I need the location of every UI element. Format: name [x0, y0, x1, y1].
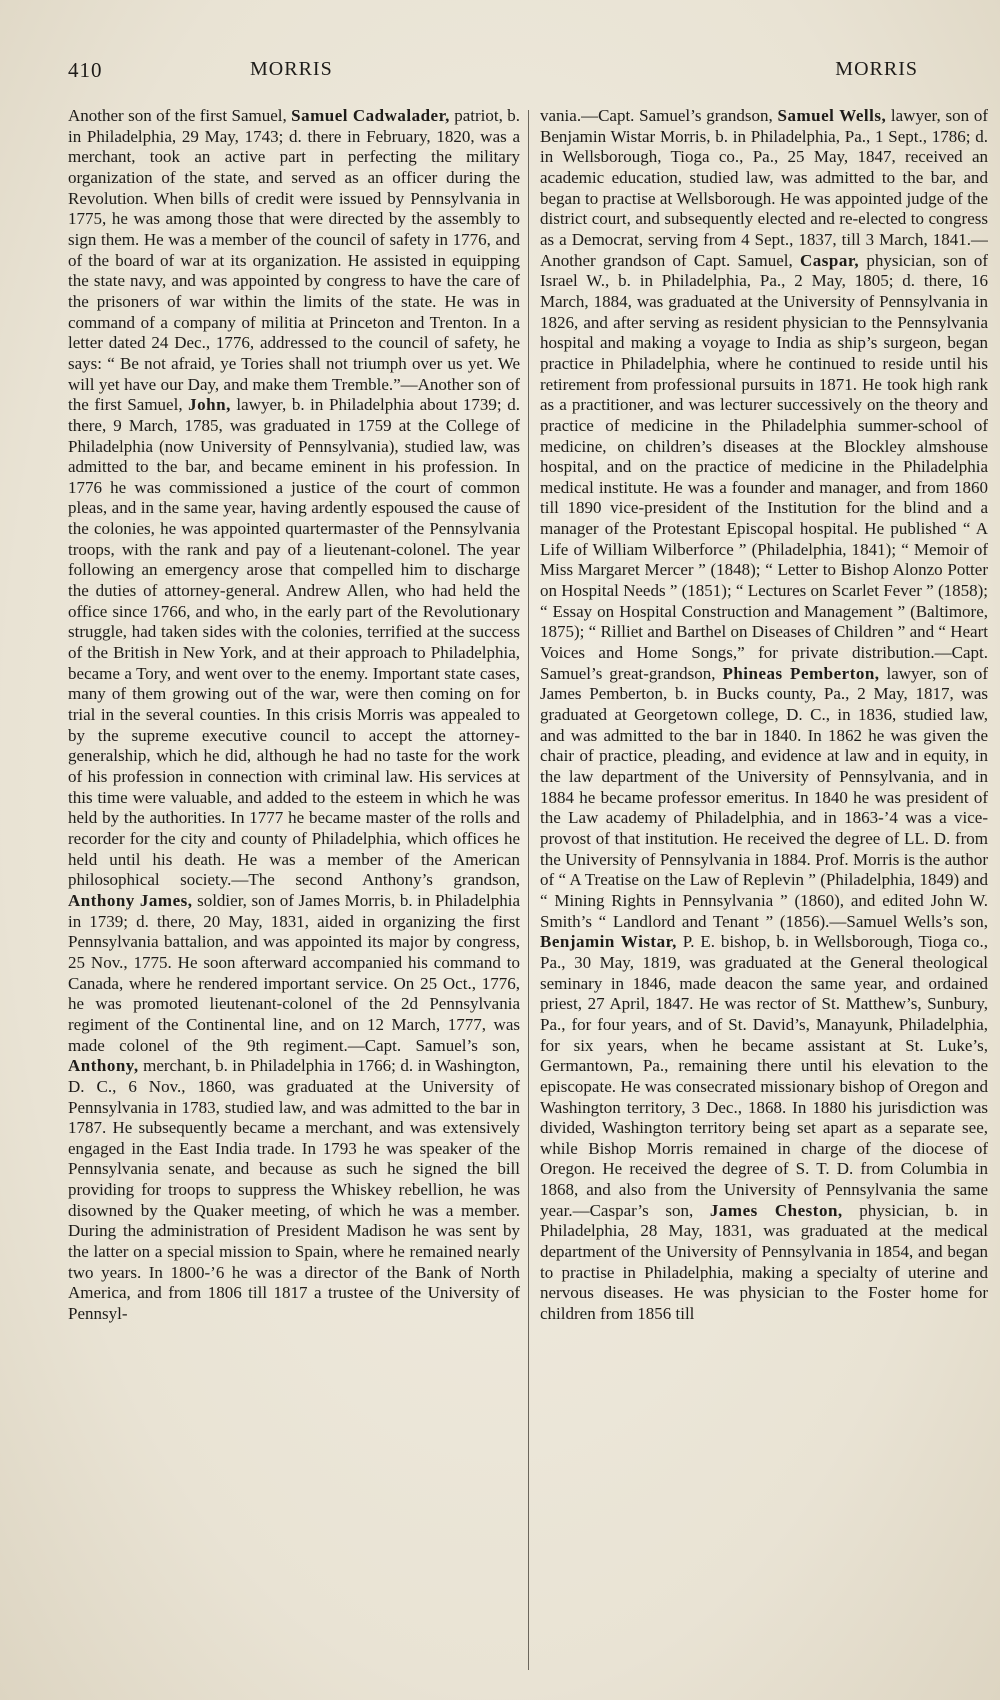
entry-name: John,: [188, 395, 231, 415]
entry-name: Benjamin Wistar,: [540, 932, 677, 952]
column-divider: [528, 110, 529, 1670]
right-column: [540, 106, 988, 1674]
entry-name: Samuel Cadwalader,: [291, 106, 450, 125]
body-text: Another son of the first Samuel,: [68, 106, 292, 125]
body-text: merchant, b. in Philadelphia in 1766; d. in Washington, D. C., 6 Nov., 1860, was graduated at the University of Pennsylvania in 1783, studied law, and was admitted to the bar in 1787. He subsequently became a merchant, and was extensively engaged in the East India trade. In 1793 he was speaker of the Pennsylvania senate, and because as such he signed the bill providing for troops to suppress the Whiskey rebellion, he was disowned by the Quaker meeting, of which he was a member. During the administration of President Madison he was sent by the latter on a special mission to Spain, where he remained nearly two years. In 1800-’6 he was a director of the Bank of North America, and from 1806 till 1817 a trustee of the University of Pennsyl-: [68, 1056, 520, 1324]
running-head-right: MORRIS: [835, 58, 918, 80]
body-text: patriot, b. in Philadelphia, 29 May, 1743; d. there in February, 1820, was a merchant, took an active part in perfecting the military organization of the state, and served as an officer during the Revolution. When bills of credit were issued by Pennsylvania in 1775, he was among those that were directed by the assembly to sign them. He was a member of the council of safety in 1776, and of the board of war at its organization. He assisted in equipping the state navy, and was appointed by congress to have the care of the prisoners of war within the limits of the state. He was in command of a company of militia at Princeton and Trenton. In a letter dated 24 Dec., 1776, addressed to the council of safety, he says: “ Be not afraid, ye Tories shall not triumph over us yet. We will yet have our Day, and make them Tremble.”—Another son of the first Samuel,: [68, 106, 520, 415]
entry-name: James Cheston,: [709, 1200, 843, 1220]
entry-name: Anthony James,: [68, 890, 193, 910]
right-column-text: [540, 106, 988, 1325]
body-text: soldier, son of James Morris, b. in Philadelphia in 1739; d. there, 20 May, 1831, aided in organizing the first Pennsylvania battalion, and was appointed its major by congress, 25 Nov., 1775. He soon afterward accompanied his command to Canada, where he rendered important service. On 25 Oct., 1776, he was promoted lieutenant-colonel of the 2d Pennsylvania regiment of the Continental line, and on 12 March, 1777, was made colonel of the 9th regiment.—Capt. Samuel’s son,: [68, 890, 520, 1055]
page-header: [68, 58, 930, 88]
body-text: P. E. bishop, b. in Wellsborough, Tioga co., Pa., 30 May, 1819, was graduated at the General theological seminary in 1846, made deacon the same year, and ordained priest, 27 April, 1847. He was rector of St. Matthew’s, Sunbury, Pa., for four years, and of St. David’s, Manayunk, Philadelphia, for six years, when he became assistant at St. Luke’s, Germantown, Pa., remaining there until his elevation to the episcopate. He was consecrated missionary bishop of Oregon and Washington territory, 3 Dec., 1868. In 1880 his jurisdiction was divided, Washington territory being set apart as a separate see, while Bishop Morris remained in charge of the diocese of Oregon. He received the degree of S. T. D. from Columbia in 1868, and also from the University of Pennsylvania the same year.—Caspar’s son,: [540, 932, 988, 1220]
left-column-text: [68, 106, 520, 1325]
left-column: [68, 106, 520, 1674]
entry-name: Samuel Wells,: [777, 106, 887, 125]
body-text: lawyer, son of James Pemberton, b. in Bucks county, Pa., 2 May, 1817, was graduated at Georgetown college, D. C., in 1836, studied law, and was admitted to the bar in 1840. In 1862 he was given the chair of practice, pleading, and evidence at law and in equity, in the law department of the University of Pennsylvania, and in 1884 he became professor emeritus. In 1840 he was president of the Law academy of Philadelphia, and in 1863-’4 was a vice-provost of that institution. He received the degree of LL. D. from the University of Pennsylvania in 1884. Prof. Morris is the author of “ A Treatise on the Law of Replevin ” (Philadelphia, 1849) and “ Mining Rights in Pennsylvania ” (1860), and edited John W. Smith’s “ Landlord and Tenant ” (1856).—Samuel Wells’s son,: [540, 663, 988, 931]
running-head-left: MORRIS: [250, 58, 333, 80]
body-text: physician, b. in Philadelphia, 28 May, 1831, was graduated at the medical department of the University of Pennsylvania in 1854, and began to practise in Philadelphia, making a specialty of uterine and nervous diseases. He was physician to the Foster home for children from 1856 till: [540, 1200, 988, 1324]
entry-name: Phineas Pemberton,: [722, 663, 880, 683]
body-text: lawyer, son of Benjamin Wistar Morris, b. in Philadelphia, Pa., 1 Sept., 1786; d. in Wellsborough, Tioga co., Pa., 25 May, 1847, received an academic education, studied law, was admitted to the bar, and began to practise at Wellsborough. He was appointed judge of the district court, and subsequently elected and re-elected to congress as a Democrat, serving from 4 Sept., 1837, till 3 March, 1841.—Another grandson of Capt. Samuel,: [540, 106, 988, 270]
entry-name: Anthony,: [68, 1056, 139, 1076]
body-text: vania.—Capt. Samuel’s grandson,: [540, 106, 778, 125]
entry-name: Caspar,: [800, 250, 860, 270]
page-number: 410: [68, 58, 103, 82]
body-text: physician, son of Israel W., b. in Philadelphia, Pa., 2 May, 1805; d. there, 16 March, 1884, was graduated at the University of Pennsylvania in 1826, and after serving as resident physician to the Pennsylvania hospital and making a voyage to India as ship’s surgeon, began practice in Philadelphia, where he continued to reside until his retirement from professional pursuits in 1871. He took high rank as a practitioner, and was lecturer successively on the theory and practice of medicine in the Philadelphia summer-school of medicine, on children’s diseases at the Blockley almshouse hospital, and on the practice of medicine in the Philadelphia medical institute. He was a founder and manager, and from 1860 till 1890 vice-president of the Institution for the blind and a manager of the Protestant Episcopal hospital. He published “ A Life of William Wilberforce ” (Philadelphia, 1841); “ Memoir of Miss Margaret Mercer ” (1848); “ Letter to Bishop Alonzo Potter on Hospital Needs ” (1851); “ Lectures on Scarlet Fever ” (1858); “ Essay on Hospital Construction and Management ” (Baltimore, 1875); “ Rilliet and Barthel on Diseases of Children ” and “ Heart Voices and Home Songs,” for private distribution.—Capt. Samuel’s great-grandson,: [540, 250, 988, 683]
body-text: lawyer, b. in Philadelphia about 1739; d. there, 9 March, 1785, was graduated in 1759 at the College of Philadelphia (now University of Pennsylvania), studied law, was admitted to the bar, and became eminent in his profession. In 1776 he was commissioned a justice of the court of common pleas, and in the same year, having ardently espoused the cause of the colonies, he was appointed quartermaster of the Pennsylvania troops, with the rank and pay of a lieutenant-colonel. The year following an emergency arose that compelled him to discharge the duties of attorney-general. Andrew Allen, who had held the office since 1766, and who, in the early part of the Revolutionary struggle, had taken sides with the colonies, terrified at the success of the British in New York, and at their approach to Philadelphia, became a Tory, and went over to the enemy. Important state cases, many of them growing out of the war, were then coming on for trial in the several counties. In this crisis Morris was appealed to by the supreme executive council to accept the attorney-generalship, which he did, although he had no taste for the work of his profession in connection with criminal law. His services at this time were valuable, and added to the esteem in which he was held by the authorities. In 1777 he became master of the rolls and recorder for the city and county of Philadelphia, which offices he held until his death. He was a member of the American philosophical society.—The second Anthony’s grandson,: [68, 395, 520, 890]
